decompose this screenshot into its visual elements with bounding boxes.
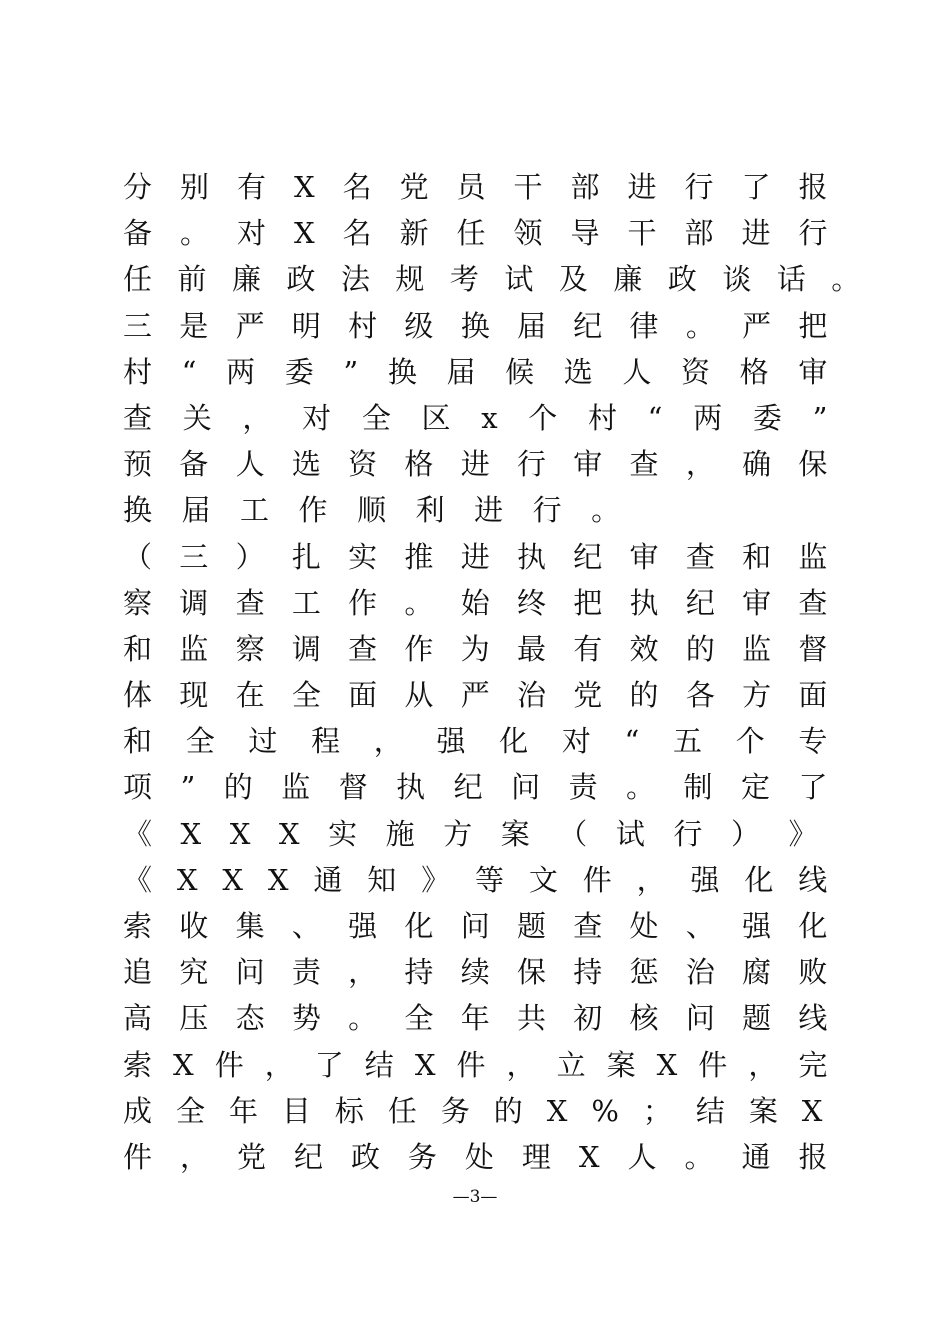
text-line: 体 现 在 全 面 从 严 治 党 的 各 方 面 <box>123 678 828 713</box>
text-line: 查 关 ， 对 全 区 x 个 村 “ 两 委 ” <box>123 400 828 435</box>
text-line: 察 调 查 工 作 。 始 终 把 执 纪 审 查 <box>123 585 828 620</box>
text-line: 预 备 人 选 资 格 进 行 审 查 ， 确 保 <box>123 447 828 482</box>
text-line: 村 “ 两 委 ” 换 届 候 选 人 资 格 审 <box>123 354 828 389</box>
text-line: 索 收 集 、 强 化 问 题 查 处 、 强 化 <box>123 909 828 943</box>
text-line: 和 监 察 调 查 作 为 最 有 效 的 监 督 <box>123 631 828 666</box>
text-line: 备 。 对 X 名 新 任 领 导 干 部 进 行 <box>123 216 828 251</box>
text-line: 三 是 严 明 村 级 换 届 纪 律 。 严 把 <box>123 308 828 343</box>
text-line: 《 X X X 通 知 》 等 文 件 ， 强 化 线 <box>123 862 828 897</box>
text-line: 任 前 廉 政 法 规 考 试 及 廉 政 谈 话 。 <box>123 262 861 297</box>
text-line: 换 届 工 作 顺 利 进 行 。 <box>123 493 621 528</box>
text-line: 《 X X X 实 施 方 案 （ 试 行 ） 》 <box>123 816 818 851</box>
text-line: （ 三 ） 扎 实 推 进 执 纪 审 查 和 监 <box>123 539 828 574</box>
text-line: 高 压 态 势 。 全 年 共 初 核 问 题 线 <box>123 1001 828 1036</box>
text-line: 件 ， 党 纪 政 务 处 理 X 人 。 通 报 <box>123 1139 828 1174</box>
text-line: 追 究 问 责 ， 持 续 保 持 惩 治 腐 败 <box>123 955 828 990</box>
text-line: 和 全 过 程 ， 强 化 对 “ 五 个 专 <box>123 724 828 759</box>
text-line: 索 X 件 ， 了 结 X 件 ， 立 案 X 件 ， 完 <box>123 1047 828 1082</box>
text-line: 分 别 有 X 名 党 员 干 部 进 行 了 报 <box>123 170 828 204</box>
body-text <box>123 164 861 1180</box>
page-number: —3— <box>452 1187 498 1207</box>
text-line: 项 ” 的 监 督 执 纪 问 责 。 制 定 了 <box>123 770 828 805</box>
text-line: 成 全 年 目 标 任 务 的 X % ； 结 案 X <box>123 1093 823 1128</box>
